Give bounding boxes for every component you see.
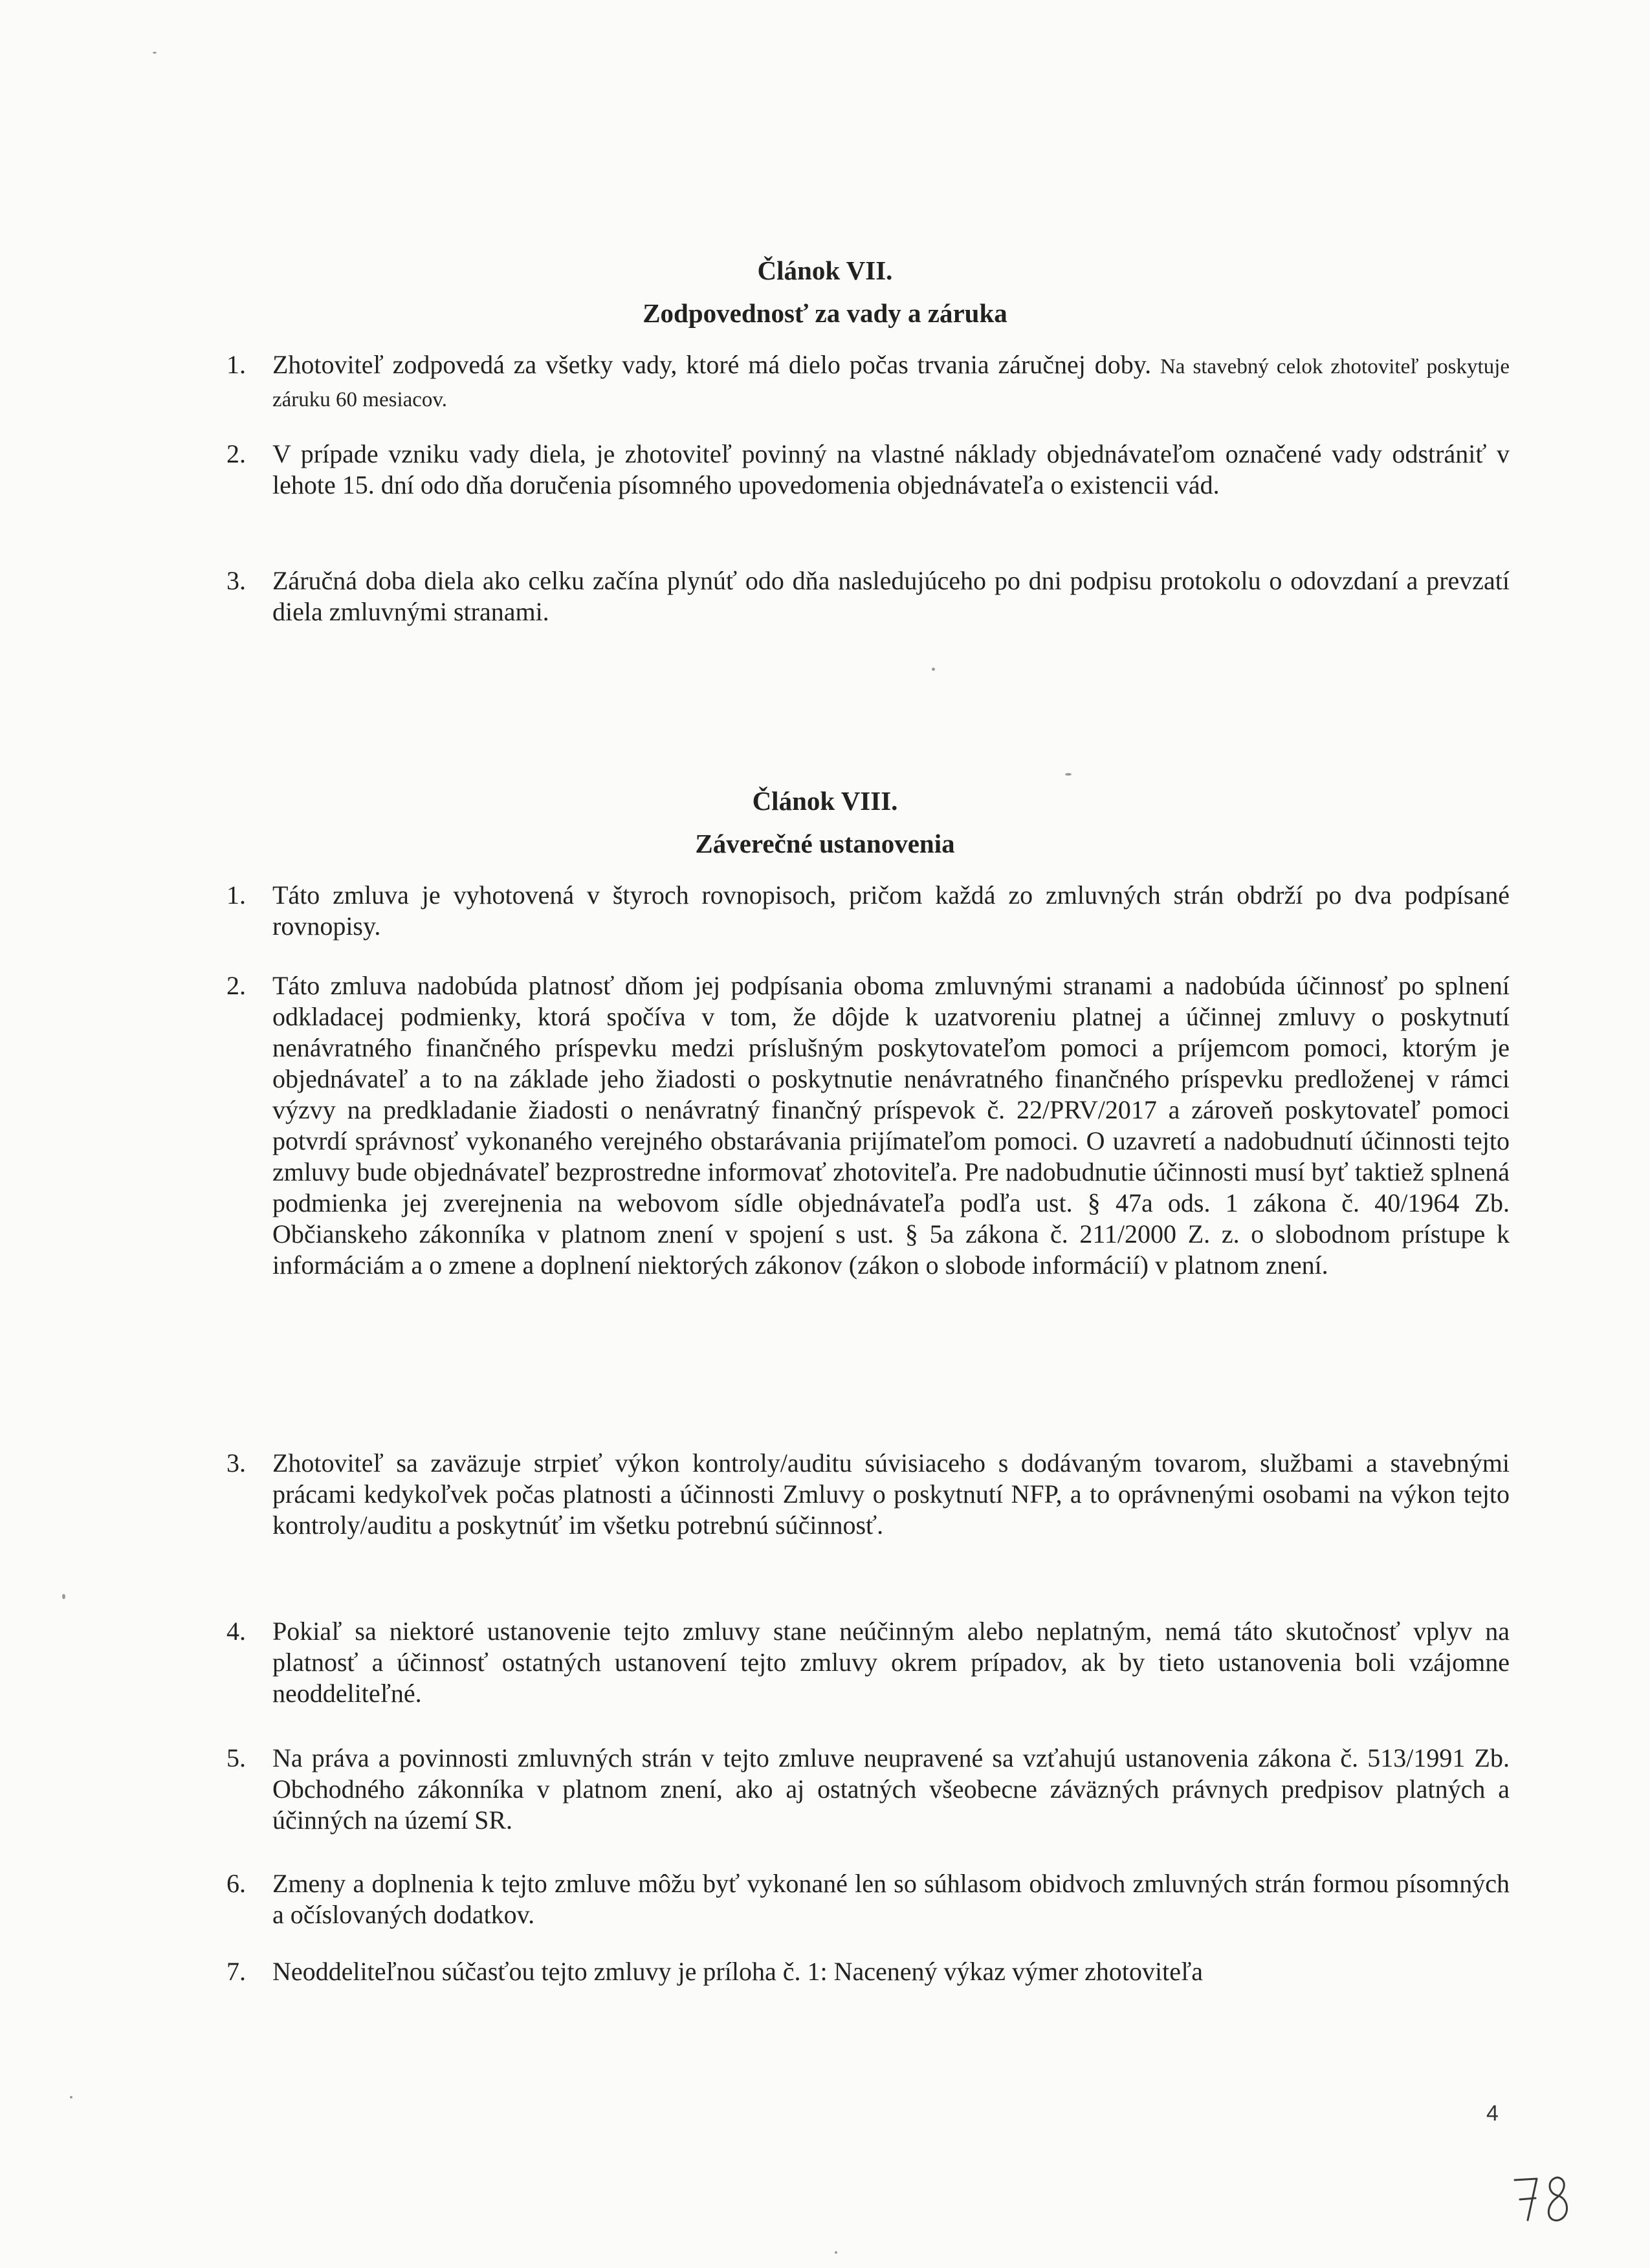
article-viii-item-3 [226, 1448, 1510, 1541]
article-vii-item-3 [226, 565, 1510, 627]
item-text: Zhotoviteľ sa zaväzuje strpieť výkon kontroly/auditu súvisiaceho s dodávaným tovarom, službami a stavebnými prácami kedykoľvek počas platnosti a účinnosti Zmluvy o poskytnutí NFP, a to oprávnenými osobami na výkon tejto kontroly/auditu a poskytnúť im všetku potrebnú súčinnosť. [272, 1448, 1510, 1540]
item-text: Táto zmluva nadobúda platnosť dňom jej podpísania oboma zmluvnými stranami a nadobúda účinnosť po splnení odkladacej podmienky, ktorá spočíva v tom, že dôjde k uzatvoreniu platnej a účinnej zmluvy o poskytnutí nenávratného finančného príspevku medzi príslušným poskytovateľom pomoci a príjemcom pomoci, ktorým je objednávateľ a to na základe jeho žiadosti o poskytnutie nenávratného finančného príspevku predloženej v rámci výzvy na predkladanie žiadosti o nenávratný finančný príspevok č. 22/PRV/2017 a zároveň poskytovateľ pomoci potvrdí správnosť vykonaného verejného obstarávania prijímateľom pomoci. O uzavretí a nadobudnutí účinnosti tejto zmluvy bude objednávateľ bezprostredne informovať zhotoviteľa. Pre nadobudnutie účinnosti musí byť taktiež splnená podmienka jej zverejnenia na webovom sídle objednávateľa podľa ust. § 47a ods. 1 zákona č. 40/1964 Zb. Občianskeho zákonníka v platnom znení v spojení s ust. § 5a zákona č. 211/2000 Z. z. o slobodnom prístupe k informáciám a o zmene a doplnení niektorých zákonov (zákon o slobode informácií) v platnom znení. [272, 971, 1510, 1280]
page-number: 4 [1486, 2101, 1499, 2126]
item-number: 1. [226, 880, 246, 910]
article-viii-heading: Článok VIII. [752, 786, 898, 816]
article-viii-item-1 [226, 880, 1510, 942]
item-number: 7. [226, 1957, 246, 1986]
scan-speck [835, 2251, 837, 2254]
handwritten-page-number [1511, 2171, 1576, 2229]
item-number: 5. [226, 1743, 246, 1772]
item-text: Zmeny a doplnenia k tejto zmluve môžu byť vykonané len so súhlasom obidvoch zmluvných strán formou písomných a očíslovaných dodatkov. [272, 1869, 1510, 1929]
item-text [272, 349, 1510, 415]
article-vii-item-2 [226, 439, 1510, 501]
item-text-small: Na stavebný celok zhotoviteľ poskytuje záruku 60 mesiacov. [272, 355, 1510, 411]
article-vii-subheading: Zodpovednosť za vady a záruka [643, 298, 1007, 328]
item-number: 3. [226, 566, 246, 595]
item-number: 3. [226, 1448, 246, 1477]
item-number: 2. [226, 971, 246, 1000]
scan-speck [70, 2096, 72, 2099]
item-text: Záručná doba diela ako celku začína plynúť odo dňa nasledujúceho po dni podpisu protokolu o odovzdaní a prevzatí diela zmluvnými stranami. [272, 566, 1510, 626]
scan-speck [932, 668, 935, 671]
item-text: Neoddeliteľnou súčasťou tejto zmluvy je príloha č. 1: Nacenený výkaz výmer zhotoviteľa [272, 1957, 1204, 1986]
article-vii-item-1 [226, 349, 1510, 415]
item-number: 1. [226, 350, 246, 379]
item-number: 4. [226, 1617, 246, 1646]
article-viii-item-6 [226, 1868, 1510, 1930]
item-number: 6. [226, 1869, 246, 1898]
article-viii-item-5 [226, 1743, 1510, 1836]
item-text: V prípade vzniku vady diela, je zhotoviteľ povinný na vlastné náklady objednávateľom označené vady odstrániť v lehote 15. dní odo dňa doručenia písomného upovedomenia objednávateľa o existencii vád. [272, 439, 1510, 499]
item-text: Pokiaľ sa niektoré ustanovenie tejto zmluvy stane neúčinným alebo neplatným, nemá táto skutočnosť vplyv na platnosť a účinnosť ostatných ustanovení tejto zmluvy okrem prípadov, ak by tieto ustanovenia boli vzájomne neoddeliteľné. [272, 1617, 1510, 1708]
item-number: 2. [226, 439, 246, 468]
scan-speck [1065, 773, 1072, 776]
article-vii-heading: Článok VII. [757, 256, 893, 285]
scan-speck [153, 52, 157, 54]
item-text: Táto zmluva je vyhotovená v štyroch rovnopisoch, pričom každá zo zmluvných strán obdrží po dva podpísané rovnopisy. [272, 880, 1510, 941]
article-viii-item-4 [226, 1616, 1510, 1709]
article-viii-item-2 [226, 970, 1510, 1281]
item-text: Na práva a povinnosti zmluvných strán v tejto zmluve neupravené sa vzťahujú ustanovenia zákona č. 513/1991 Zb. Obchodného zákonníka v platnom znení, ako aj ostatných všeobecne záväzných právnych predpisov platných a účinných na území SR. [272, 1743, 1510, 1835]
scan-speck [62, 1594, 65, 1599]
article-viii-subheading: Záverečné ustanovenia [695, 829, 955, 858]
article-viii-item-7 [226, 1956, 1510, 1987]
item-text-main: Zhotoviteľ zodpovedá za všetky vady, ktoré má dielo počas trvania záručnej doby. [272, 350, 1152, 379]
